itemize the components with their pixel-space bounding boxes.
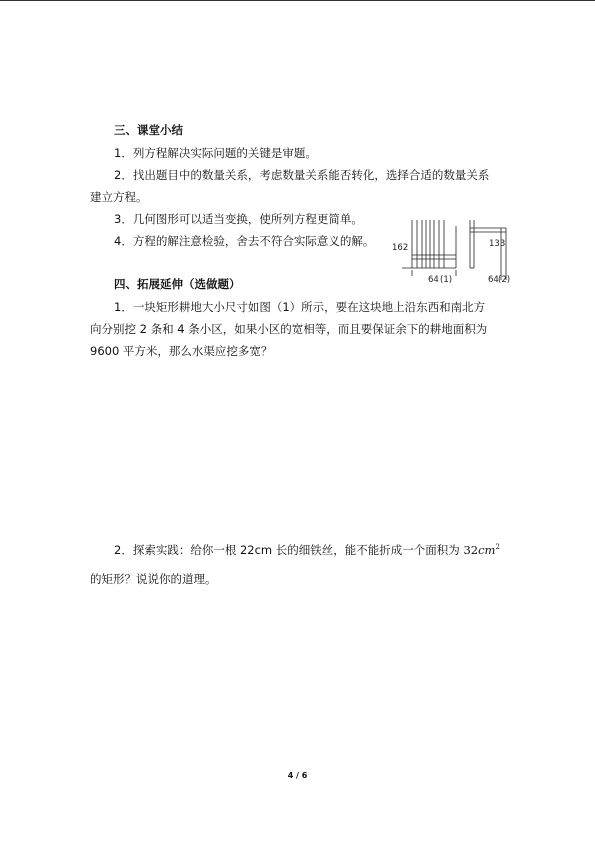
header-rule [0, 0, 595, 1]
problem1-line-1: 1．一块矩形耕地大小尺寸如图（1）所示，要在这块地上沿东西和南北方 [114, 300, 486, 314]
field-width-label-1: 64 [428, 275, 439, 285]
field-width-label-2: 64 [488, 275, 499, 285]
section-heading-extension: 四、拓展延伸（选做题） [114, 277, 241, 291]
field-figure [390, 218, 511, 288]
summary-item-2: 2．找出题目中的数量关系，考虑数量关系能否转化，选择合适的数量关系 [114, 168, 490, 182]
problem1-line-2: 向分别挖 2 条和 4 条小区，如果小区的宽相等，而且要保证余下的耕地面积为 [90, 322, 488, 336]
field-right-label: 133 [489, 239, 506, 249]
figure-caption-2: (2) [498, 275, 511, 285]
summary-item-1: 1．列方程解决实际问题的关键是审题。 [114, 146, 317, 160]
field-plot-1 [402, 220, 456, 276]
section-heading-summary: 三、课堂小结 [114, 123, 183, 137]
problem1-line-3: 9600 平方米，那么水渠应挖多宽？ [90, 344, 273, 358]
problem2-text: 2．探索实践：给你一根 22cm 长的细铁丝，能不能折成一个面积为 [114, 543, 464, 557]
problem2-line-2: 的矩形？说说你的道理。 [90, 572, 217, 586]
area-expression [463, 543, 499, 557]
area-unit: cm [478, 543, 496, 557]
field-height-label: 162 [392, 243, 409, 253]
page-number: 4 / 6 [287, 771, 308, 780]
summary-item-2-cont: 建立方程。 [90, 190, 148, 204]
summary-item-4: 4．方程的解注意检验，舍去不符合实际意义的解。 [114, 234, 375, 248]
area-exponent: 2 [495, 543, 500, 552]
figure-caption-1: (1) [440, 275, 453, 285]
field-plot-2 [470, 220, 506, 280]
field-diagram [390, 218, 511, 288]
area-value: 32 [463, 543, 479, 557]
summary-item-3: 3．几何图形可以适当变换，使所列方程更简单。 [114, 212, 363, 226]
problem2-line-1 [114, 543, 500, 557]
